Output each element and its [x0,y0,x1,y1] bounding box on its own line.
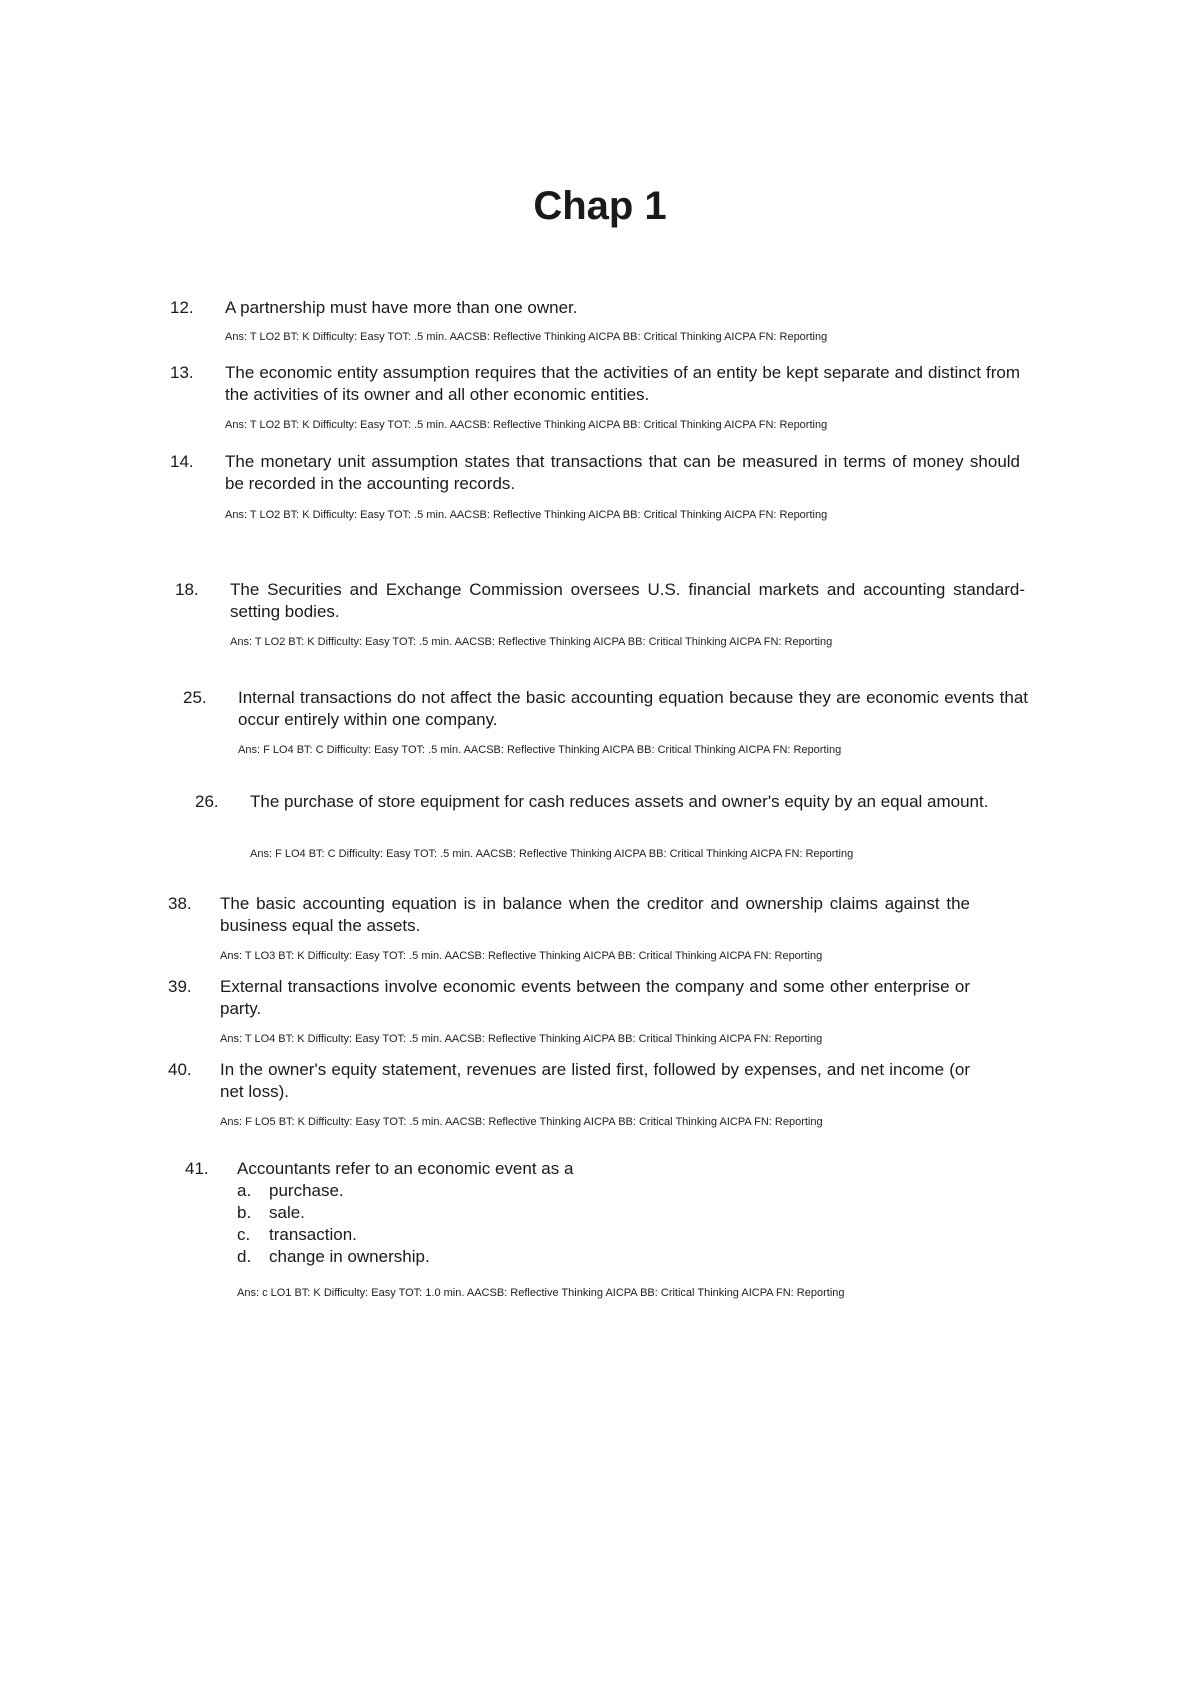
question-number: 14. [170,452,194,471]
answer-metadata: Ans: F LO4 BT: C Difficulty: Easy TOT: .5 min. AACSB: Reflective Thinking AICPA BB: Critical Thinking AICPA FN: Reporting [238,744,842,756]
page-title: Chap 1 [533,184,667,228]
option-letter: c. [237,1225,251,1244]
answer-options [237,1180,430,1268]
option-text: transaction. [269,1225,357,1244]
question-26 [195,791,1045,866]
option-letter: d. [237,1247,252,1266]
option-d [237,1246,430,1268]
question-number: 18. [175,580,199,599]
question-text: The purchase of store equipment for cash reduces assets and owner's equity by an equal amount. [250,792,989,811]
answer-metadata: Ans: T LO2 BT: K Difficulty: Easy TOT: .5 min. AACSB: Reflective Thinking AICPA BB: Critical Thinking AICPA FN: Reporting [225,419,828,431]
answer-metadata: Ans: T LO2 BT: K Difficulty: Easy TOT: .5 min. AACSB: Reflective Thinking AICPA BB: Critical Thinking AICPA FN: Reporting [225,331,828,343]
question-18 [175,579,1035,654]
question-text: External transactions involve economic events between the company and some other enterprise or party. [220,977,970,1018]
question-text: In the owner's equity statement, revenues are listed first, followed by expenses, and net income (or net loss). [220,1060,970,1101]
question-12 [170,297,1030,347]
question-14 [170,451,1030,526]
question-number: 41. [185,1159,209,1178]
question-text: The basic accounting equation is in balance when the creditor and ownership claims against the business equal the assets. [220,894,970,935]
option-c [237,1224,430,1246]
question-13 [170,362,1030,437]
answer-metadata: Ans: F LO5 BT: K Difficulty: Easy TOT: .5 min. AACSB: Reflective Thinking AICPA BB: Critical Thinking AICPA FN: Reporting [220,1116,823,1128]
answer-metadata: Ans: c LO1 BT: K Difficulty: Easy TOT: 1.0 min. AACSB: Reflective Thinking AICPA BB: Critical Thinking AICPA FN: Reporting [237,1287,845,1299]
question-text: The Securities and Exchange Commission oversees U.S. financial markets and accounting standard-setting bodies. [230,580,1025,621]
question-text: Internal transactions do not affect the basic accounting equation because they are economic events that occur entirely within one company. [238,688,1028,729]
question-40 [168,1059,1028,1134]
option-b [237,1202,430,1224]
option-letter: a. [237,1181,252,1200]
answer-metadata: Ans: F LO4 BT: C Difficulty: Easy TOT: .5 min. AACSB: Reflective Thinking AICPA BB: Critical Thinking AICPA FN: Reporting [250,848,854,860]
question-number: 25. [183,688,207,707]
question-number: 12. [170,298,194,317]
option-text: change in ownership. [269,1247,430,1266]
question-text: Accountants refer to an economic event as a [237,1159,574,1178]
question-number: 38. [168,894,192,913]
option-a [237,1180,430,1202]
question-39 [168,976,1028,1051]
question-38 [168,893,1028,968]
question-text: The monetary unit assumption states that transactions that can be measured in terms of money should be recorded in the accounting records. [225,452,1020,493]
answer-metadata: Ans: T LO4 BT: K Difficulty: Easy TOT: .5 min. AACSB: Reflective Thinking AICPA BB: Critical Thinking AICPA FN: Reporting [220,1033,823,1045]
question-text: A partnership must have more than one owner. [225,298,578,317]
question-number: 39. [168,977,192,996]
answer-metadata: Ans: T LO3 BT: K Difficulty: Easy TOT: .5 min. AACSB: Reflective Thinking AICPA BB: Critical Thinking AICPA FN: Reporting [220,950,823,962]
option-letter: b. [237,1203,252,1222]
answer-metadata: Ans: T LO2 BT: K Difficulty: Easy TOT: .5 min. AACSB: Reflective Thinking AICPA BB: Critical Thinking AICPA FN: Reporting [225,509,828,521]
question-25 [183,687,1043,762]
question-number: 26. [195,792,219,811]
question-number: 13. [170,363,194,382]
option-text: purchase. [269,1181,344,1200]
option-text: sale. [269,1203,305,1222]
answer-metadata: Ans: T LO2 BT: K Difficulty: Easy TOT: .5 min. AACSB: Reflective Thinking AICPA BB: Critical Thinking AICPA FN: Reporting [230,636,833,648]
question-number: 40. [168,1060,192,1079]
question-text: The economic entity assumption requires that the activities of an entity be kept separate and distinct from the activities of its owner and all other economic entities. [225,363,1020,404]
question-41 [185,1158,1035,1298]
